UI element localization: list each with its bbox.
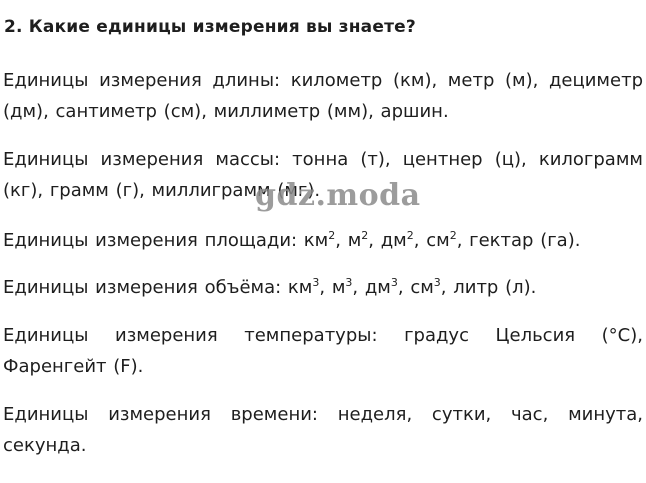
area-exponent-2: 2: [361, 229, 369, 242]
area-exponent-3: 2: [406, 229, 414, 242]
volume-text-3: , дм: [352, 277, 391, 298]
temperature-units-paragraph: Единицы измерения температуры: градус Цельсия (°C), Фаренгейт (F).: [3, 325, 643, 377]
volume-exponent-4: 3: [433, 276, 441, 289]
question-heading: 2. Какие единицы измерения вы знаете?: [4, 17, 416, 37]
volume-exponent-2: 3: [345, 276, 353, 289]
mass-units-paragraph: Единицы измерения массы: тонна (т), центнер (ц), килограмм (кг), грамм (г), миллиграмм (мг).: [3, 149, 643, 201]
area-text-4: , см: [413, 230, 450, 251]
area-exponent-1: 2: [328, 229, 336, 242]
volume-exponent-3: 3: [390, 276, 398, 289]
area-text-1: Единицы измерения площади: км: [3, 230, 329, 251]
volume-text-5: , литр (л).: [440, 277, 537, 298]
volume-text-4: , см: [397, 277, 434, 298]
volume-text-1: Единицы измерения объёма: км: [3, 277, 313, 298]
volume-text-2: , м: [319, 277, 346, 298]
watermark-logo: gdz.moda: [255, 178, 421, 213]
area-exponent-4: 2: [449, 229, 457, 242]
length-units-paragraph: Единицы измерения длины: километр (км), метр (м), дециметр (дм), сантиметр (см), миллиметр (мм), аршин.: [3, 70, 643, 122]
area-text-5: , гектар (га).: [456, 230, 581, 251]
volume-units-paragraph: [3, 272, 643, 303]
volume-exponent-1: 3: [312, 276, 320, 289]
area-units-paragraph: [3, 225, 643, 256]
area-text-3: , дм: [368, 230, 407, 251]
time-units-paragraph: Единицы измерения времени: неделя, сутки, час, минута, секунда.: [3, 404, 643, 456]
area-text-2: , м: [335, 230, 362, 251]
